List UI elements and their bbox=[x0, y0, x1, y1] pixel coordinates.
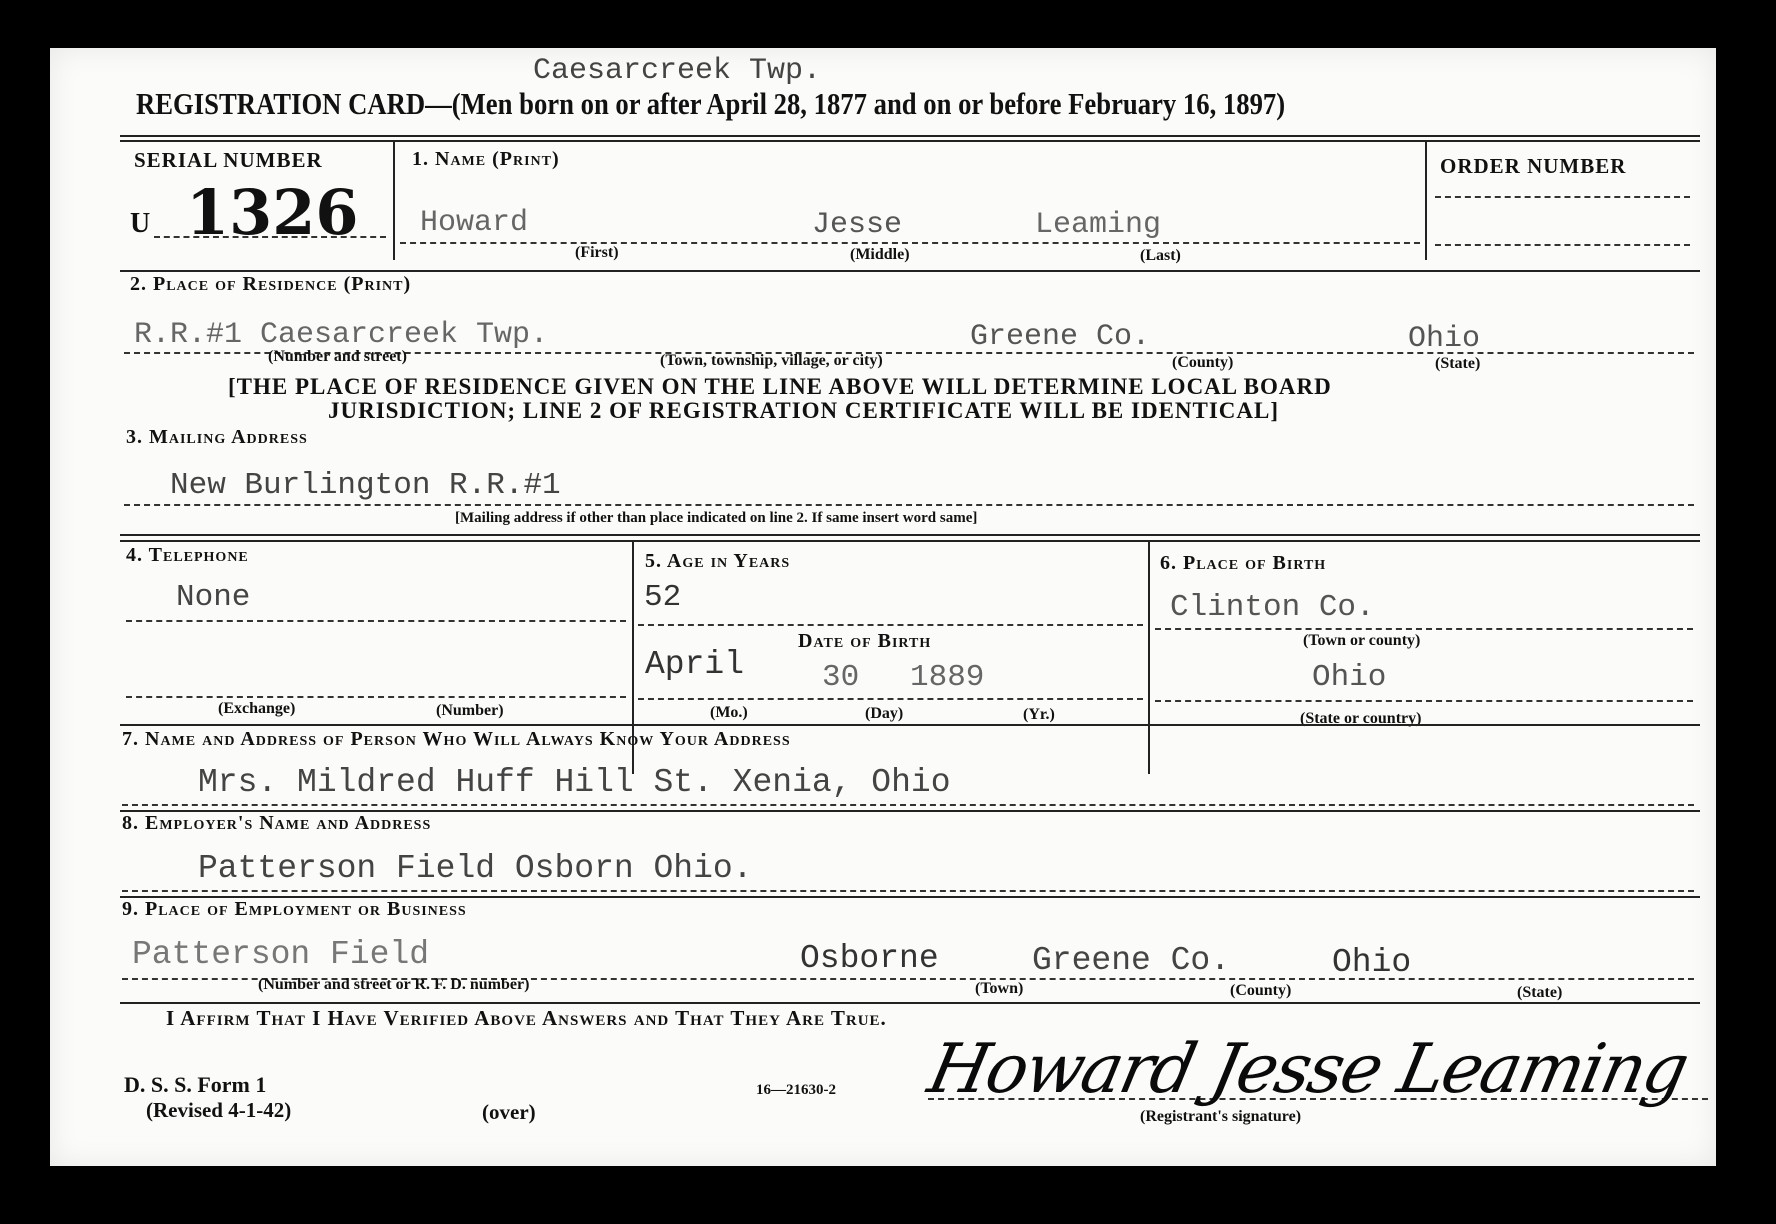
print-code: 16—21630-2 bbox=[756, 1082, 836, 1098]
birth-month: April bbox=[645, 646, 745, 683]
employment-street: Patterson Field bbox=[132, 936, 430, 973]
birthplace-town: Clinton Co. bbox=[1170, 590, 1375, 625]
residence-label: 2. Place of Residence (Print) bbox=[130, 273, 412, 295]
first-caption: (First) bbox=[575, 244, 619, 261]
middle-caption: (Middle) bbox=[850, 246, 910, 263]
residence-county-caption: (County) bbox=[1172, 354, 1234, 371]
residence-street-caption: (Number and street) bbox=[268, 348, 407, 365]
last-caption: (Last) bbox=[1140, 247, 1181, 264]
residence-street: R.R.#1 Caesarcreek Twp. bbox=[134, 318, 549, 352]
residence-town-caption: (Town, township, village, or city) bbox=[660, 352, 883, 369]
employment-label: 9. Place of Employment or Business bbox=[122, 898, 467, 920]
telephone-value: None bbox=[176, 580, 251, 615]
employer-value: Patterson Field Osborn Ohio. bbox=[198, 850, 753, 887]
contact-value: Mrs. Mildred Huff Hill St. Xenia, Ohio bbox=[198, 764, 951, 801]
form-number: D. S. S. Form 1 bbox=[124, 1072, 267, 1097]
birth-year: 1889 bbox=[910, 660, 985, 695]
form-revised: (Revised 4-1-42) bbox=[146, 1098, 292, 1122]
affirm-statement: I Affirm That I Have Verified Above Answers and That They Are True. bbox=[166, 1006, 887, 1030]
age-label: 5. Age in Years bbox=[645, 550, 791, 572]
over-note: (over) bbox=[482, 1100, 536, 1124]
telephone-label: 4. Telephone bbox=[126, 544, 249, 566]
employment-town: Osborne bbox=[800, 940, 939, 977]
residence-notice-line-1: [THE PLACE OF RESIDENCE GIVEN ON THE LINE ABOVE WILL DETERMINE LOCAL BOARD bbox=[228, 374, 1332, 399]
day-caption: (Day) bbox=[865, 705, 904, 722]
last-name: Leaming bbox=[1035, 208, 1162, 242]
serial-number-label: SERIAL NUMBER bbox=[134, 148, 323, 172]
typed-township: Caesarcreek Twp. bbox=[533, 54, 822, 88]
order-number-label: ORDER NUMBER bbox=[1440, 154, 1627, 178]
registration-card bbox=[50, 48, 1716, 1166]
month-caption: (Mo.) bbox=[710, 704, 748, 721]
birthplace-label: 6. Place of Birth bbox=[1160, 552, 1327, 574]
birthplace-state-caption: (State or country) bbox=[1300, 710, 1422, 727]
contact-label: 7. Name and Address of Person Who Will Always Know Your Address bbox=[122, 728, 791, 750]
residence-state-caption: (State) bbox=[1435, 355, 1481, 372]
middle-name: Jesse bbox=[812, 208, 903, 242]
mailing-address-label: 3. Mailing Address bbox=[126, 426, 308, 448]
employment-town-caption: (Town) bbox=[975, 980, 1024, 997]
year-caption: (Yr.) bbox=[1023, 706, 1055, 723]
employer-label: 8. Employer's Name and Address bbox=[122, 812, 432, 834]
first-name: Howard bbox=[420, 206, 529, 240]
number-caption: (Number) bbox=[436, 702, 504, 719]
birthplace-state: Ohio bbox=[1312, 660, 1387, 695]
employment-state-caption: (State) bbox=[1517, 984, 1563, 1001]
serial-number: 1326 bbox=[186, 176, 359, 249]
card-title: REGISTRATION CARD—(Men born on or after April 28, 1877 and on or before February 16, 1897) bbox=[136, 86, 1286, 121]
serial-prefix: U bbox=[130, 208, 151, 239]
employment-county-caption: (County) bbox=[1230, 982, 1292, 999]
birthplace-town-caption: (Town or county) bbox=[1303, 632, 1421, 649]
employment-county: Greene Co. bbox=[1032, 942, 1231, 979]
mailing-address-value: New Burlington R.R.#1 bbox=[170, 468, 561, 503]
registrant-signature: Howard Jesse Leaming bbox=[921, 1030, 1694, 1109]
signature-caption: (Registrant's signature) bbox=[1140, 1108, 1302, 1125]
employment-street-caption: (Number and street or R. F. D. number) bbox=[258, 976, 530, 993]
employment-state: Ohio bbox=[1332, 944, 1412, 981]
date-of-birth-label: Date of Birth bbox=[798, 630, 932, 652]
name-label: 1. Name (Print) bbox=[412, 148, 560, 170]
exchange-caption: (Exchange) bbox=[218, 700, 296, 717]
residence-county: Greene Co. bbox=[970, 320, 1151, 354]
birth-day: 30 bbox=[822, 660, 860, 695]
residence-state: Ohio bbox=[1408, 322, 1481, 356]
mailing-address-caption: [Mailing address if other than place indicated on line 2. If same insert word same] bbox=[455, 510, 978, 526]
age-value: 52 bbox=[644, 580, 682, 615]
residence-notice-line-2: JURISDICTION; LINE 2 OF REGISTRATION CERTIFICATE WILL BE IDENTICAL] bbox=[328, 398, 1280, 423]
